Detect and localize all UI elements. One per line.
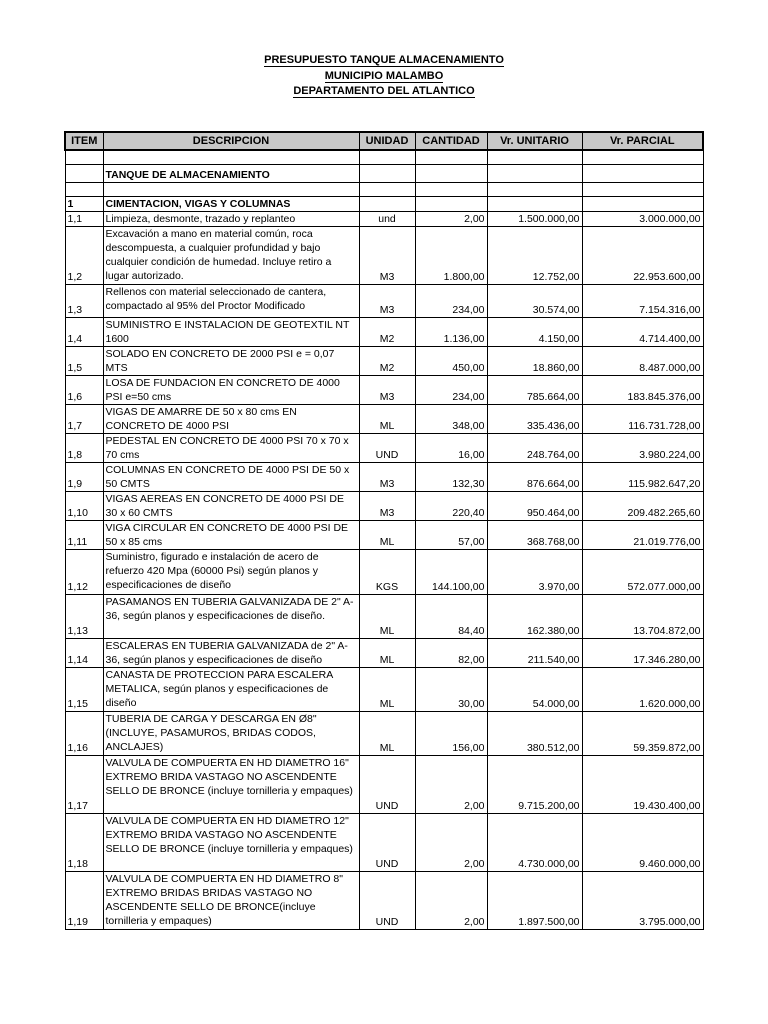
document-subtitle xyxy=(0,70,768,82)
row-unit: M3 xyxy=(359,463,415,492)
row-quantity: 2,00 xyxy=(415,814,487,872)
row-unit-price: 876.664,00 xyxy=(487,463,582,492)
row-unit: M3 xyxy=(359,492,415,521)
table-row xyxy=(65,872,703,930)
row-description: SOLADO EN CONCRETO DE 2000 PSI e = 0,07 MTS xyxy=(103,347,359,376)
row-total: 115.982.647,20 xyxy=(582,463,703,492)
table-row xyxy=(65,212,703,227)
document-subtitle-2 xyxy=(0,85,768,97)
row-unit-price: 368.768,00 xyxy=(487,521,582,550)
row-unit-price: 12.752,00 xyxy=(487,227,582,285)
row-total: 572.077.000,00 xyxy=(582,550,703,595)
row-quantity: 348,00 xyxy=(415,405,487,434)
row-unit: M3 xyxy=(359,285,415,318)
row-unit: UND xyxy=(359,756,415,814)
row-quantity: 234,00 xyxy=(415,285,487,318)
row-description: PASAMANOS EN TUBERIA GALVANIZADA DE 2" A-36, según planos y especificaciones de diseño. xyxy=(103,595,359,639)
row-item: 1,11 xyxy=(65,521,103,550)
table-row xyxy=(65,318,703,347)
row-total: 209.482.265,60 xyxy=(582,492,703,521)
row-unit-price: 248.764,00 xyxy=(487,434,582,463)
row-unit: ML xyxy=(359,405,415,434)
row-quantity: 1.800,00 xyxy=(415,227,487,285)
chapter-title: CIMENTACION, VIGAS Y COLUMNAS xyxy=(103,197,359,212)
row-unit-price: 9.715.200,00 xyxy=(487,756,582,814)
row-quantity: 144.100,00 xyxy=(415,550,487,595)
row-unit: M2 xyxy=(359,347,415,376)
row-unit-price: 1.897.500,00 xyxy=(487,872,582,930)
row-total: 3.000.000,00 xyxy=(582,212,703,227)
row-quantity: 16,00 xyxy=(415,434,487,463)
row-quantity: 2,00 xyxy=(415,872,487,930)
row-unit-price: 380.512,00 xyxy=(487,712,582,756)
col-cantidad-header: CANTIDAD xyxy=(415,132,487,150)
table-row xyxy=(65,712,703,756)
table-row xyxy=(65,405,703,434)
row-description: Excavación a mano en material común, roca descompuesta, a cualquier profundidad y bajo cualquier condición de humedad. Incluye retiro a lugar autorizado. xyxy=(103,227,359,285)
row-description: LOSA DE FUNDACION EN CONCRETO DE 4000 PSI e=50 cms xyxy=(103,376,359,405)
row-item: 1,19 xyxy=(65,872,103,930)
row-quantity: 450,00 xyxy=(415,347,487,376)
row-description: TUBERIA DE CARGA Y DESCARGA EN Ø8" (INCLUYE, PASAMUROS, BRIDAS CODOS, ANCLAJES) xyxy=(103,712,359,756)
row-quantity: 57,00 xyxy=(415,521,487,550)
row-item: 1,2 xyxy=(65,227,103,285)
row-unit-price: 30.574,00 xyxy=(487,285,582,318)
row-unit: ML xyxy=(359,668,415,712)
row-total: 116.731.728,00 xyxy=(582,405,703,434)
row-total: 1.620.000,00 xyxy=(582,668,703,712)
row-item: 1,12 xyxy=(65,550,103,595)
row-item: 1,8 xyxy=(65,434,103,463)
table-row xyxy=(65,521,703,550)
table-header-row xyxy=(65,132,703,150)
row-unit-price: 785.664,00 xyxy=(487,376,582,405)
row-unit: und xyxy=(359,212,415,227)
row-unit: UND xyxy=(359,814,415,872)
row-description: COLUMNAS EN CONCRETO DE 4000 PSI DE 50 x 50 CMTS xyxy=(103,463,359,492)
col-descripcion-header: DESCRIPCION xyxy=(103,132,359,150)
row-total: 59.359.872,00 xyxy=(582,712,703,756)
row-unit-price: 211.540,00 xyxy=(487,639,582,668)
row-description: PEDESTAL EN CONCRETO DE 4000 PSI 70 x 70 x 70 cms xyxy=(103,434,359,463)
row-item: 1,16 xyxy=(65,712,103,756)
row-unit: ML xyxy=(359,639,415,668)
table-row xyxy=(65,595,703,639)
row-quantity: 132,30 xyxy=(415,463,487,492)
budget-table xyxy=(64,131,704,930)
chapter-row xyxy=(65,197,703,212)
table-row xyxy=(65,285,703,318)
row-description: Limpieza, desmonte, trazado y replanteo xyxy=(103,212,359,227)
row-unit: ML xyxy=(359,521,415,550)
row-total: 13.704.872,00 xyxy=(582,595,703,639)
row-quantity: 84,40 xyxy=(415,595,487,639)
row-total: 3.795.000,00 xyxy=(582,872,703,930)
row-description: VIGAS AEREAS EN CONCRETO DE 4000 PSI DE 30 x 60 CMTS xyxy=(103,492,359,521)
table-row xyxy=(65,756,703,814)
row-quantity: 30,00 xyxy=(415,668,487,712)
row-total: 183.845.376,00 xyxy=(582,376,703,405)
row-item: 1,4 xyxy=(65,318,103,347)
row-unit: M3 xyxy=(359,376,415,405)
row-unit-price: 162.380,00 xyxy=(487,595,582,639)
row-unit-price: 950.464,00 xyxy=(487,492,582,521)
row-quantity: 220,40 xyxy=(415,492,487,521)
row-item: 1,6 xyxy=(65,376,103,405)
table-row xyxy=(65,376,703,405)
row-unit: UND xyxy=(359,434,415,463)
table-row xyxy=(65,463,703,492)
title-line-1: PRESUPUESTO TANQUE ALMACENAMIENTO xyxy=(264,54,504,66)
row-item: 1,17 xyxy=(65,756,103,814)
row-unit-price: 1.500.000,00 xyxy=(487,212,582,227)
row-quantity: 1.136,00 xyxy=(415,318,487,347)
table-row xyxy=(65,227,703,285)
section-row xyxy=(65,165,703,183)
row-total: 3.980.224,00 xyxy=(582,434,703,463)
row-unit-price: 4.730.000,00 xyxy=(487,814,582,872)
table-row xyxy=(65,347,703,376)
col-parcial-header: Vr. PARCIAL xyxy=(582,132,703,150)
row-unit: M2 xyxy=(359,318,415,347)
row-total: 8.487.000,00 xyxy=(582,347,703,376)
table-row xyxy=(65,550,703,595)
col-unidad-header: UNIDAD xyxy=(359,132,415,150)
row-unit: UND xyxy=(359,872,415,930)
row-description: VALVULA DE COMPUERTA EN HD DIAMETRO 12" EXTREMO BRIDA VASTAGO NO ASCENDENTE SELLO DE BRONCE (incluye tornilleria y empaques) xyxy=(103,814,359,872)
table-row xyxy=(65,639,703,668)
section-title: TANQUE DE ALMACENAMIENTO xyxy=(103,165,359,183)
row-description: Rellenos con material seleccionado de cantera, compactado al 95% del Proctor Modificado xyxy=(103,285,359,318)
row-total: 4.714.400,00 xyxy=(582,318,703,347)
chapter-item: 1 xyxy=(65,197,103,212)
row-total: 21.019.776,00 xyxy=(582,521,703,550)
row-description: Suministro, figurado e instalación de acero de refuerzo 420 Mpa (60000 Psi) según planos y especificaciones de diseño xyxy=(103,550,359,595)
title-line-3: DEPARTAMENTO DEL ATLANTICO xyxy=(293,85,475,97)
row-unit-price: 54.000,00 xyxy=(487,668,582,712)
row-total: 17.346.280,00 xyxy=(582,639,703,668)
row-unit: M3 xyxy=(359,227,415,285)
row-description: CANASTA DE PROTECCION PARA ESCALERA METALICA, según planos y especificaciones de diseño xyxy=(103,668,359,712)
row-item: 1,1 xyxy=(65,212,103,227)
row-quantity: 156,00 xyxy=(415,712,487,756)
row-unit-price: 4.150,00 xyxy=(487,318,582,347)
row-description: VALVULA DE COMPUERTA EN HD DIAMETRO 16" EXTREMO BRIDA VASTAGO NO ASCENDENTE SELLO DE BRONCE (incluye tornilleria y empaques) xyxy=(103,756,359,814)
row-unit-price: 335.436,00 xyxy=(487,405,582,434)
row-unit: KGS xyxy=(359,550,415,595)
row-item: 1,15 xyxy=(65,668,103,712)
table-row xyxy=(65,434,703,463)
row-total: 19.430.400,00 xyxy=(582,756,703,814)
row-item: 1,13 xyxy=(65,595,103,639)
row-total: 22.953.600,00 xyxy=(582,227,703,285)
row-unit-price: 3.970,00 xyxy=(487,550,582,595)
row-item: 1,3 xyxy=(65,285,103,318)
title-line-2: MUNICIPIO MALAMBO xyxy=(324,70,444,82)
row-unit: ML xyxy=(359,712,415,756)
row-description: VALVULA DE COMPUERTA EN HD DIAMETRO 8" EXTREMO BRIDAS BRIDAS VASTAGO NO ASCENDENTE SELLO DE BRONCE(incluye tornilleria y empaques) xyxy=(103,872,359,930)
spacer-row xyxy=(65,183,703,197)
row-description: ESCALERAS EN TUBERIA GALVANIZADA de 2" A-36, según planos y especificaciones de diseño xyxy=(103,639,359,668)
row-item: 1,7 xyxy=(65,405,103,434)
table-row xyxy=(65,668,703,712)
row-item: 1,9 xyxy=(65,463,103,492)
row-description: SUMINISTRO E INSTALACION DE GEOTEXTIL NT 1600 xyxy=(103,318,359,347)
row-unit: ML xyxy=(359,595,415,639)
row-quantity: 2,00 xyxy=(415,212,487,227)
document-title xyxy=(0,54,768,66)
row-quantity: 234,00 xyxy=(415,376,487,405)
col-item-header: ITEM xyxy=(65,132,103,150)
table-row xyxy=(65,492,703,521)
row-item: 1,5 xyxy=(65,347,103,376)
row-quantity: 2,00 xyxy=(415,756,487,814)
row-unit-price: 18.860,00 xyxy=(487,347,582,376)
row-description: VIGA CIRCULAR EN CONCRETO DE 4000 PSI DE 50 x 85 cms xyxy=(103,521,359,550)
row-quantity: 82,00 xyxy=(415,639,487,668)
spacer-row xyxy=(65,150,703,165)
row-item: 1,14 xyxy=(65,639,103,668)
row-item: 1,10 xyxy=(65,492,103,521)
col-unitario-header: Vr. UNITARIO xyxy=(487,132,582,150)
row-item: 1,18 xyxy=(65,814,103,872)
row-description: VIGAS DE AMARRE DE 50 x 80 cms EN CONCRETO DE 4000 PSI xyxy=(103,405,359,434)
row-total: 9.460.000,00 xyxy=(582,814,703,872)
row-total: 7.154.316,00 xyxy=(582,285,703,318)
table-row xyxy=(65,814,703,872)
